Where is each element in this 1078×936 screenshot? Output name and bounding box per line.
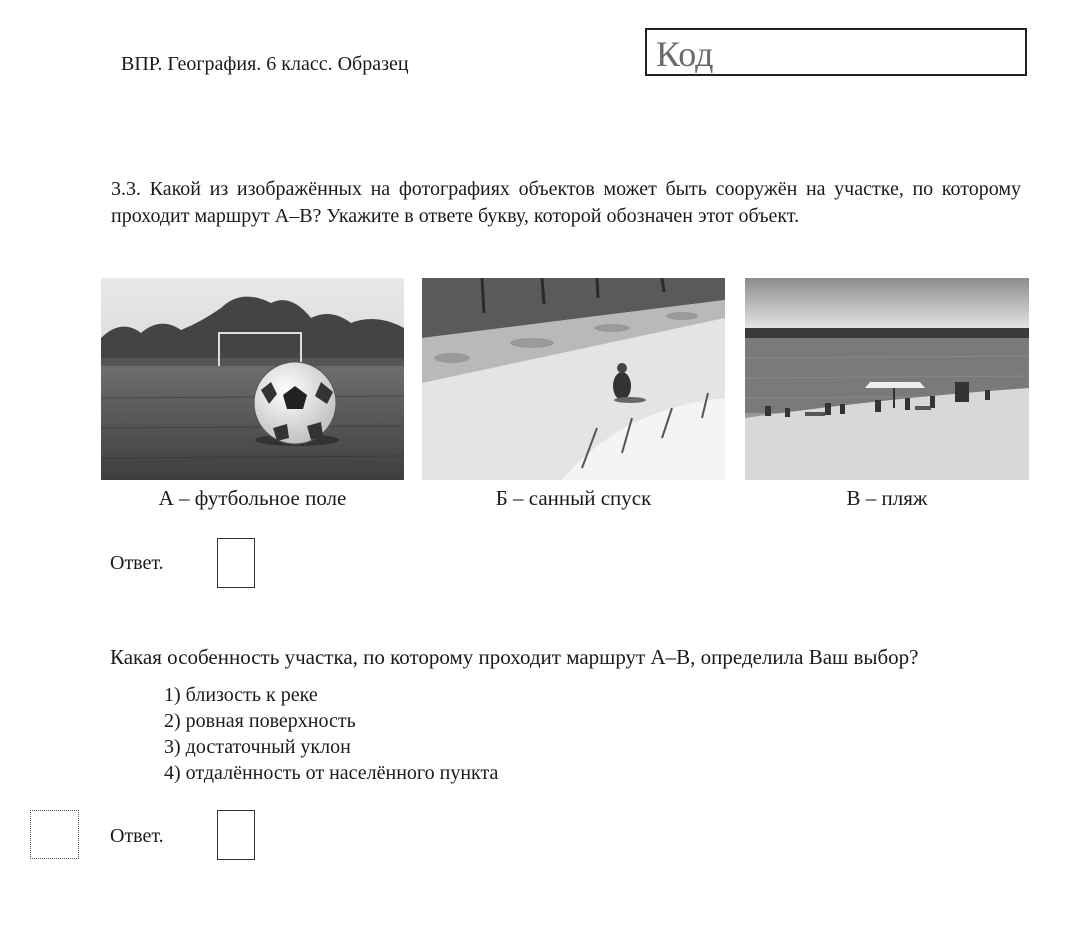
option-item: 1) близость к реке <box>164 684 318 706</box>
page-header-title: ВПР. География. 6 класс. Образец <box>121 53 409 75</box>
question-3-3-text: 3.3. Какой из изображённых на фотографиях объектов может быть сооружён на участке, по которому проходит маршрут А–В? Укажите в ответе букву, которой обозначен этот объект. <box>111 178 1021 227</box>
photo-a-caption: А – футбольное поле <box>158 486 347 510</box>
code-field[interactable] <box>645 28 1027 76</box>
photo-c-caption: В – пляж <box>846 486 928 510</box>
football-field-photo <box>101 278 404 480</box>
option-item: 3) достаточный уклон <box>164 736 351 758</box>
answer-label: Ответ. <box>110 552 164 574</box>
answer-box[interactable] <box>217 538 255 588</box>
option-item: 2) ровная поверхность <box>164 710 356 732</box>
option-item: 4) отдалённость от населённого пункта <box>164 762 499 784</box>
code-label: Код <box>656 34 714 74</box>
beach-photo <box>745 278 1029 480</box>
photo-b-caption: Б – санный спуск <box>495 486 652 510</box>
options-list <box>164 682 498 786</box>
answer-label-2: Ответ. <box>110 825 164 847</box>
sled-slope-photo <box>422 278 725 480</box>
answer-box-2[interactable] <box>217 810 255 860</box>
score-box[interactable] <box>30 810 79 859</box>
question-2-text: Какая особенность участка, по которому проходит маршрут А–В, определила Ваш выбор? <box>110 645 919 669</box>
